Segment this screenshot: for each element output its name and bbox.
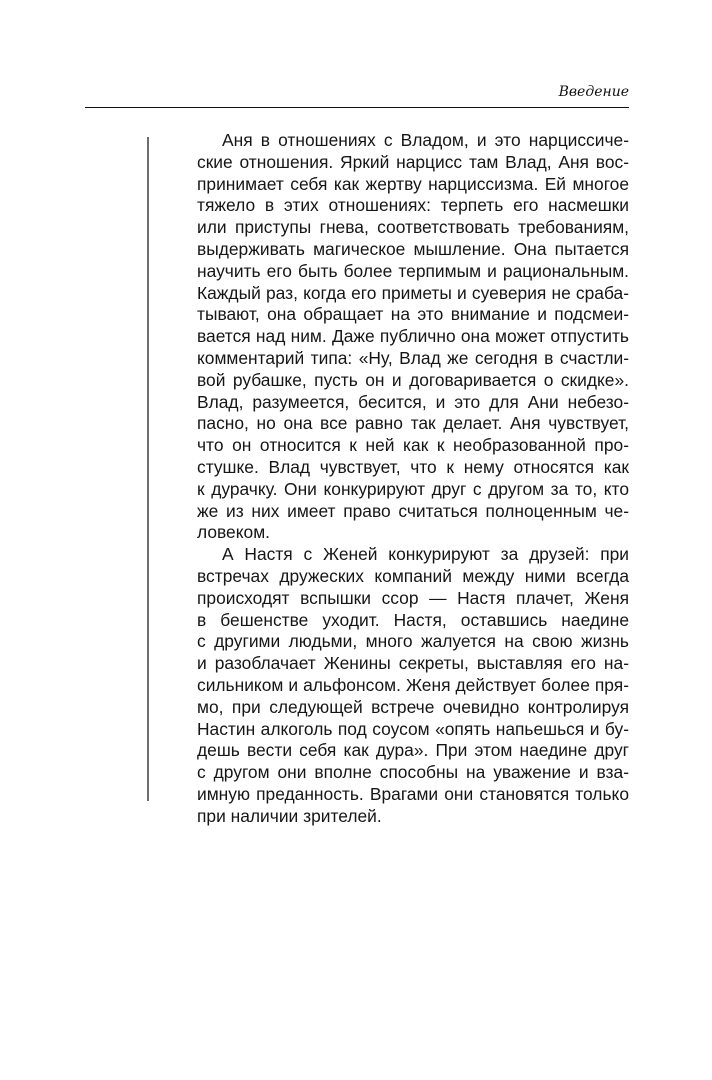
- body-text: [197, 130, 629, 828]
- text-line: Аня в отношениях с Владом, и это нарциссиче-: [222, 130, 629, 150]
- text-line: Каждый раз, когда его приметы и суеверия не сраба-: [197, 282, 629, 303]
- header-rule: [85, 107, 629, 108]
- text-line: Настин алкоголь под соусом «опять напьешься и бу-: [197, 718, 629, 739]
- text-line: же из них имеет право считаться полноценным че-: [197, 500, 629, 521]
- text-line: Влад, разумеется, бесится, и это для Ани небезо-: [197, 391, 629, 412]
- text-line: имную преданность. Врагами они становятся только: [197, 783, 629, 804]
- text-line: ловеком.: [197, 522, 270, 543]
- text-line: стушке. Влад чувствует, что к нему относятся как: [197, 456, 629, 477]
- text-line: пасно, но она все равно так делает. Аня чувствует,: [197, 413, 629, 434]
- text-line: вой рубашке, пусть он и договаривается о скидке».: [197, 369, 629, 390]
- text-line: А Настя с Женей конкурируют за друзей: при: [222, 544, 629, 565]
- text-line: комментарий типа: «Ну, Влад же сегодня в счастли-: [197, 347, 629, 368]
- text-line: дешь вести себя как дура». При этом наедине друг: [197, 740, 629, 761]
- text-line: выдерживать магическое мышление. Она пытается: [197, 238, 629, 259]
- text-line: с другими людьми, много жалуется на свою жизнь: [197, 631, 629, 652]
- text-line: происходят вспышки ссор — Настя плачет, Женя: [197, 587, 629, 608]
- text-line: что он относится к ней как к необразованной про-: [197, 435, 629, 456]
- text-line: в бешенстве уходит. Настя, оставшись наедине: [197, 609, 629, 630]
- paragraph-2: [197, 544, 629, 827]
- text-line: при наличии зрителей.: [197, 805, 382, 826]
- text-line: сильником и альфонсом. Женя действует более пря-: [197, 674, 629, 695]
- text-line: к дурачку. Они конкурируют друг с другом за то, кто: [197, 478, 629, 499]
- margin-bar: [147, 137, 149, 801]
- text-line: с другом они вполне способны на уважение и вза-: [197, 762, 629, 783]
- paragraph-1: [197, 130, 629, 544]
- text-line: тывают, она обращает на это внимание и подсмеи-: [197, 304, 629, 325]
- running-head-title: Введение: [558, 84, 629, 100]
- text-line: научить его быть более терпимым и рациональным.: [197, 260, 629, 281]
- text-line: и разоблачает Женины секреты, выставляя его на-: [197, 653, 629, 674]
- text-line: принимает себя как жертву нарциссизма. Ей многое: [197, 173, 629, 194]
- text-line: ские отношения. Яркий нарцисс там Влад, Аня вос-: [197, 151, 629, 172]
- text-line: вается над ним. Даже публично она может отпустить: [197, 326, 629, 347]
- text-line: мо, при следующей встрече очевидно контролируя: [197, 696, 629, 717]
- text-line: тяжело в этих отношениях: терпеть его насмешки: [197, 195, 629, 216]
- text-line: или приступы гнева, соответствовать требованиям,: [197, 217, 629, 238]
- text-line: встречах дружеских компаний между ними всегда: [197, 565, 629, 586]
